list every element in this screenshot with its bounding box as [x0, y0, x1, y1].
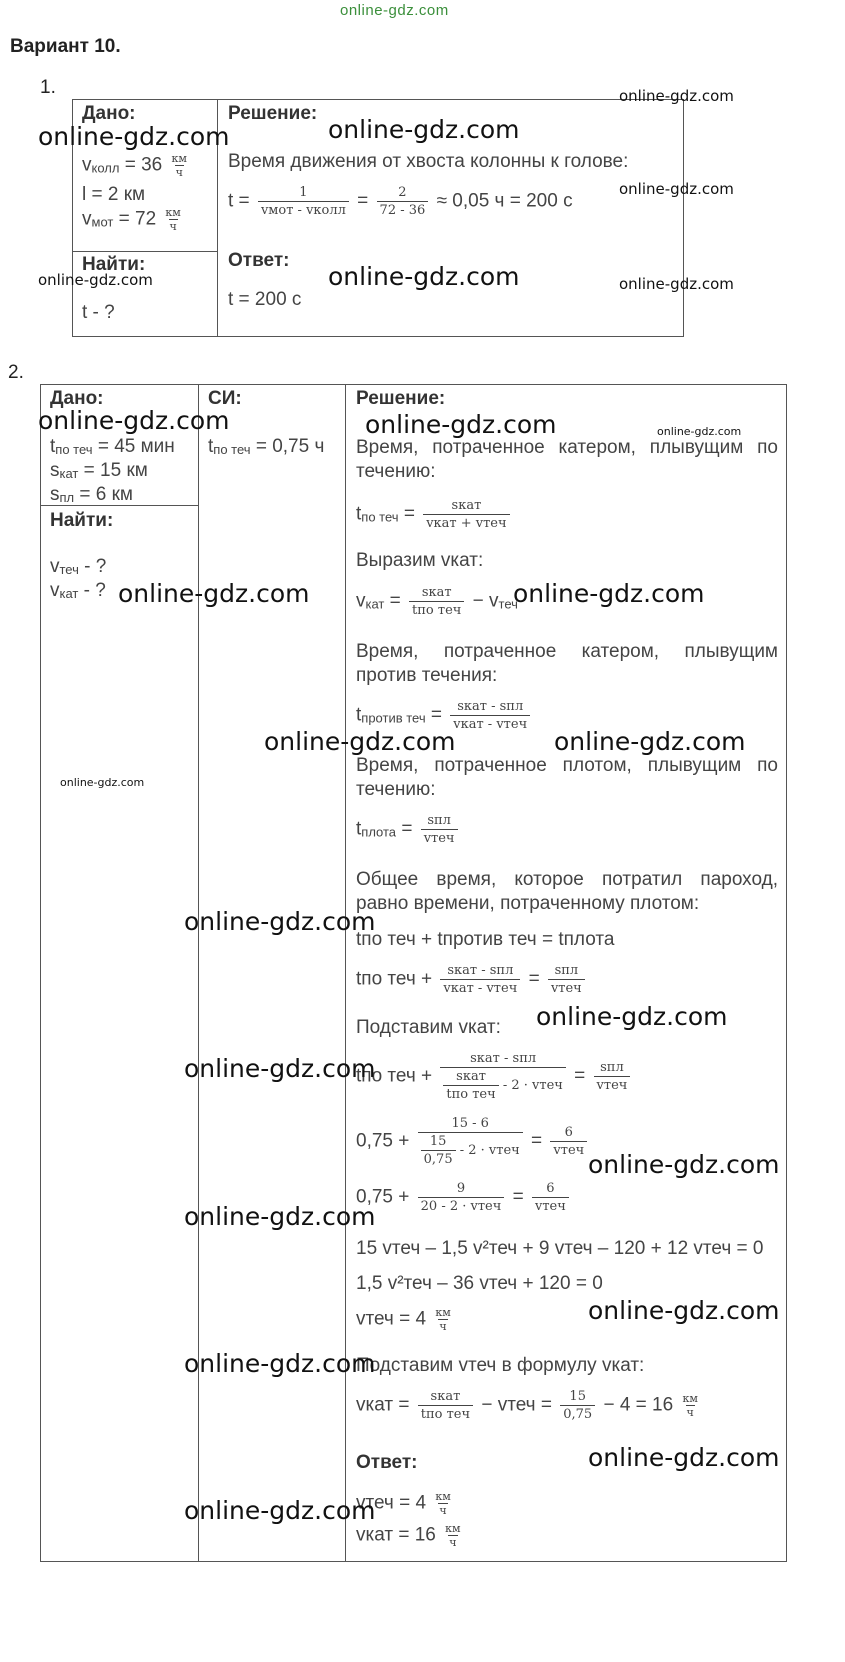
watermark: online-gdz.com	[38, 122, 230, 151]
equation: vтеч = 4 км ч	[356, 1306, 451, 1333]
watermark: online-gdz.com	[588, 1150, 780, 1179]
si-t-po-tech: tпо теч = 0,75 ч	[208, 436, 325, 457]
watermark: online-gdz.com	[619, 180, 734, 198]
watermark: online-gdz.com	[184, 1054, 376, 1083]
given-v-koll: vколл = 36 км ч	[82, 152, 187, 179]
equation: tпо теч + tпротив теч = tплота	[356, 929, 615, 950]
solution-heading: Решение:	[356, 388, 446, 409]
given-l: l = 2 км	[82, 184, 146, 205]
watermark: online-gdz.com	[328, 262, 520, 291]
solution-text: Общее время, которое потратил пароход, равно времени, потраченному плотом:	[356, 869, 778, 914]
equation: tпо теч + $\frac{\text{sкат - sпл}}{\text{vкат - vтеч}}$ = $\frac{\text{sпл}}{\text{vтеч}}$	[356, 962, 588, 997]
problem-2-number: 2.	[8, 362, 24, 383]
solution-equation: t = $\frac{1}{\text{vмот - vколл}}$ = $\frac{2}{72 - 36}$ ≈ 0,05 ч = 200 с	[228, 185, 573, 218]
watermark: online-gdz.com	[619, 87, 734, 105]
given-t-po-tech: tпо теч = 45 мин	[50, 436, 175, 457]
page-title: Вариант 10.	[10, 36, 121, 57]
equation: tпо теч = $\frac{\text{sкат}}{\text{vкат + vтеч}}$	[356, 497, 513, 532]
solution-text: Подставим vкат:	[356, 1017, 501, 1038]
equation: vкат = $\frac{\text{sкат}}{\text{tпо теч}}$ − vтеч = $\frac{15}{0,75}$ − 4 = 16 км ч	[356, 1389, 698, 1422]
watermark: online-gdz.com	[657, 425, 742, 438]
watermark: online-gdz.com	[184, 1349, 376, 1378]
watermark: online-gdz.com	[554, 727, 746, 756]
answer-heading: Ответ:	[356, 1452, 418, 1473]
find-v-kat: vкат - ?	[50, 580, 106, 601]
answer-v-tech: vтеч = 4 км ч	[356, 1490, 451, 1517]
table-divider	[72, 251, 217, 252]
solution-text: Время, потраченное катером, плывущим по течению:	[356, 437, 778, 482]
solution-text: Подставим vтеч в формулу vкат:	[356, 1355, 645, 1376]
solution-text: Время движения от хвоста колонны к голове:	[228, 151, 629, 172]
equation: vкат = $\frac{\text{sкат}}{\text{tпо теч}}$ − vтеч	[356, 585, 518, 618]
watermark: online-gdz.com	[536, 1002, 728, 1031]
watermark: online-gdz.com	[264, 727, 456, 756]
equation: 1,5 v²теч – 36 vтеч + 120 = 0	[356, 1273, 603, 1294]
watermark: online-gdz.com	[60, 776, 145, 789]
problem-1-number: 1.	[40, 77, 56, 98]
given-heading: Дано:	[82, 103, 136, 124]
equation: tплота = $\frac{\text{sпл}}{\text{vтеч}}$	[356, 812, 461, 847]
watermark: online-gdz.com	[513, 579, 705, 608]
answer-heading: Ответ:	[228, 250, 290, 271]
answer-v-kat: vкат = 16 км ч	[356, 1522, 461, 1549]
find-heading: Найти:	[50, 510, 114, 531]
watermark: online-gdz.com	[38, 271, 153, 289]
si-heading: СИ:	[208, 388, 242, 409]
equation: 0,75 + 15 - 6 $\frac{15}{0,75}$ - 2 · vтеч = $\frac{6}{\text{vтеч}}$	[356, 1115, 590, 1168]
given-heading: Дано:	[50, 388, 104, 409]
watermark: online-gdz.com	[619, 275, 734, 293]
equation: tпротив теч = $\frac{\text{sкат - sпл}}{\text{vкат - vтеч}}$	[356, 698, 533, 733]
find-v-tech: vтеч - ?	[50, 556, 107, 577]
watermark: online-gdz.com	[118, 579, 310, 608]
watermark: online-gdz.com	[328, 115, 520, 144]
equation: 0,75 + $\frac{9}{\text{20 - 2 · vтеч}}$ = $\frac{6}{\text{vтеч}}$	[356, 1180, 572, 1215]
watermark: online-gdz.com	[588, 1296, 780, 1325]
solution-text: Выразим vкат:	[356, 550, 484, 571]
answer-value: t = 200 с	[228, 289, 302, 310]
watermark: online-gdz.com	[38, 406, 230, 435]
find-heading: Найти:	[82, 254, 146, 275]
watermark: online-gdz.com	[184, 907, 376, 936]
table-divider	[198, 384, 199, 1562]
equation: tпо теч + sкат - sпл $\frac{\text{sкат}}{\text{tпо теч}}$ - 2 · vтеч = $\frac{\text{sпл}}{\text{vтеч}}$	[356, 1050, 633, 1103]
top-watermark: online-gdz.com	[340, 2, 449, 19]
watermark: online-gdz.com	[588, 1443, 780, 1472]
table-divider	[345, 384, 346, 1562]
given-s-kat: sкат = 15 км	[50, 460, 148, 481]
watermark: online-gdz.com	[184, 1496, 376, 1525]
solution-heading: Решение:	[228, 103, 318, 124]
watermark: online-gdz.com	[365, 410, 557, 439]
given-v-mot: vмот = 72 км ч	[82, 206, 181, 233]
find-t: t - ?	[82, 302, 115, 323]
equation: 15 vтеч – 1,5 v²теч + 9 vтеч – 120 + 12 vтеч = 0	[356, 1238, 764, 1259]
solution-text: Время, потраченное катером, плывущим против течения:	[356, 641, 778, 686]
watermark: online-gdz.com	[184, 1202, 376, 1231]
given-s-pl: sпл = 6 км	[50, 484, 133, 505]
solution-text: Время, потраченное плотом, плывущим по течению:	[356, 755, 778, 800]
